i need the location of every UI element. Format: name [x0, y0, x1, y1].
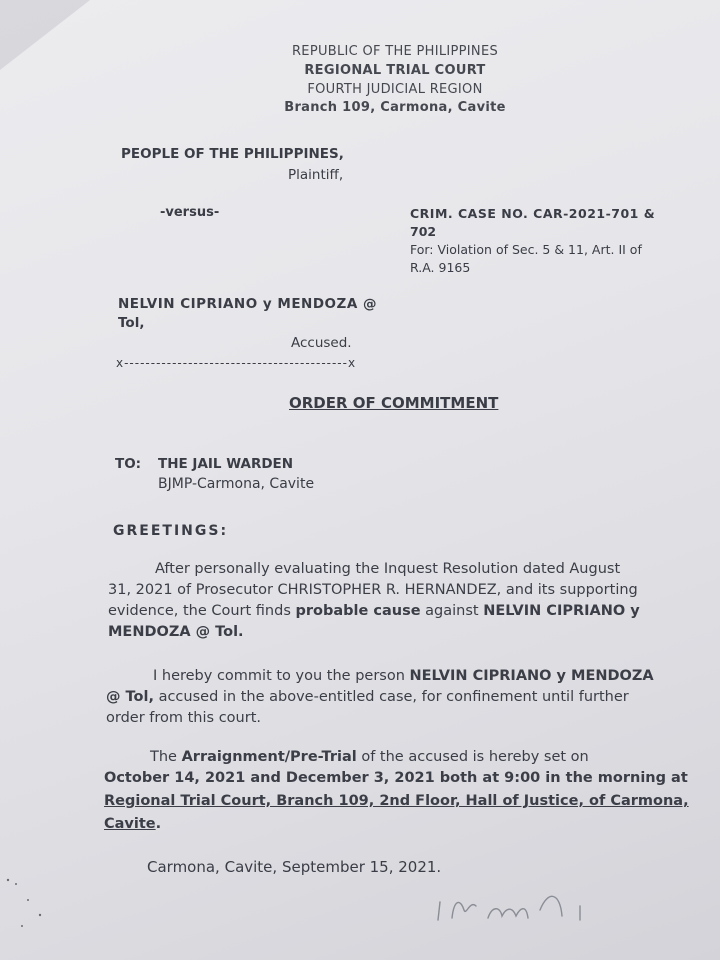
para1-line2: 31, 2021 of Prosecutor CHRISTOPHER R. HERNANDEZ, and its supporting — [108, 582, 638, 598]
place-and-date: Carmona, Cavite, September 15, 2021. — [147, 858, 442, 876]
para3-line3: Regional Trial Court, Branch 109, 2nd Floor, Hall of Justice, of Carmona, — [104, 793, 689, 809]
plaintiff-role: Plaintiff, — [288, 167, 344, 183]
case-number-line1: CRIM. CASE NO. CAR-2021-701 & — [410, 206, 656, 221]
header-court: REGIONAL TRIAL COURT — [304, 63, 486, 78]
accused-role: Accused. — [291, 335, 352, 351]
accused-name-line1: NELVIN CIPRIANO y MENDOZA @ — [118, 296, 377, 312]
versus-label: -versus- — [160, 205, 220, 220]
para1-line4: MENDOZA @ Tol. — [108, 624, 244, 640]
para3-line2: October 14, 2021 and December 3, 2021 both at 9:00 in the morning at — [104, 770, 688, 786]
header-region: FOURTH JUDICIAL REGION — [307, 82, 483, 97]
addressee-office: BJMP-Carmona, Cavite — [158, 476, 315, 492]
document-title: ORDER OF COMMITMENT — [289, 394, 499, 412]
to-label: TO: — [115, 456, 142, 472]
addressee-name: THE JAIL WARDEN — [158, 456, 294, 472]
para2-line2: @ Tol, accused in the above-entitled case, for confinement until further — [106, 689, 629, 705]
para2-line3: order from this court. — [106, 710, 261, 726]
paper-fold — [0, 0, 90, 70]
para2-line1: I hereby commit to you the person NELVIN CIPRIANO y MENDOZA — [153, 668, 654, 684]
plaintiff-name: PEOPLE OF THE PHILIPPINES, — [121, 146, 344, 162]
case-for-line1: For: Violation of Sec. 5 & 11, Art. II of — [410, 242, 642, 257]
header-branch: Branch 109, Carmona, Cavite — [284, 100, 506, 115]
accused-name-line2: Tol, — [118, 315, 145, 331]
header-republic: REPUBLIC OF THE PHILIPPINES — [291, 44, 499, 59]
para3-line4: Cavite. — [104, 816, 162, 832]
caption-separator: x------------------------------------------x — [116, 356, 357, 370]
stray-marks — [0, 860, 60, 950]
para1-line1: After personally evaluating the Inquest Resolution dated August — [155, 561, 621, 577]
greeting: GREETINGS: — [113, 523, 229, 539]
case-for-line2: R.A. 9165 — [410, 260, 471, 275]
signature-mark — [430, 880, 630, 930]
para3-line1: The Arraignment/Pre-Trial of the accused is hereby set on — [150, 749, 589, 765]
case-number-line2: 702 — [410, 224, 437, 239]
para1-line3: evidence, the Court finds probable cause against NELVIN CIPRIANO y — [108, 603, 640, 619]
